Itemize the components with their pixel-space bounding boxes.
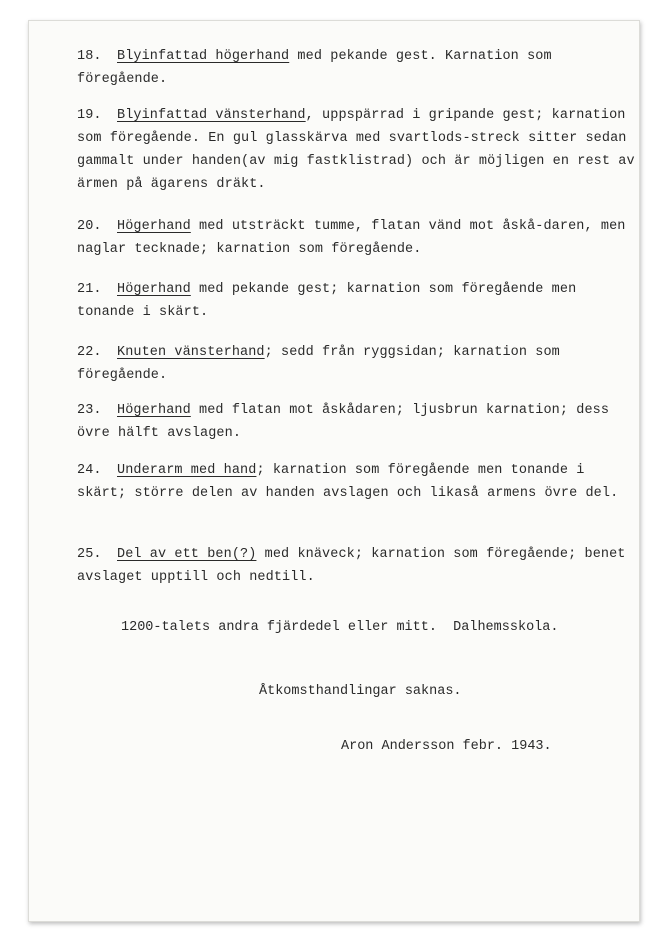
- entry-21: [77, 278, 637, 324]
- entry-term: Underarm med hand: [117, 463, 257, 478]
- entry-text: ; sedd från ryggsidan; karnation som föregående.: [77, 345, 560, 383]
- entry-number: 23.: [77, 403, 102, 418]
- entry-term: Högerhand: [117, 282, 191, 297]
- entry-text: med utsträckt tumme, flatan vänd mot åskå-daren, men naglar tecknade; karnation som föregående.: [77, 219, 626, 257]
- signature-line: Aron Andersson febr. 1943.: [341, 739, 552, 754]
- records-line: Åtkomsthandlingar saknas.: [259, 684, 462, 699]
- entry-term: Blyinfattad högerhand: [117, 49, 290, 64]
- entry-text: ; karnation som föregående men tonande i skärt; större delen av handen avslagen och likaså armens övre del.: [77, 463, 619, 501]
- entry-term: Knuten vänsterhand: [117, 345, 265, 360]
- entry-term: Blyinfattad vänsterhand: [117, 108, 306, 123]
- entry-number: 20.: [77, 219, 102, 234]
- entry-number: 24.: [77, 463, 102, 478]
- entry-24: [77, 459, 637, 505]
- entry-term: Del av ett ben(?): [117, 547, 257, 562]
- entry-number: 18.: [77, 49, 102, 64]
- entry-term: Högerhand: [117, 403, 191, 418]
- entry-18: [77, 45, 637, 91]
- entry-23: [77, 399, 637, 445]
- entry-text: med knäveck; karnation som föregående; benet avslaget upptill och nedtill.: [77, 547, 626, 585]
- entry-term: Högerhand: [117, 219, 191, 234]
- entry-text: med pekande gest; karnation som föregående men tonande i skärt.: [77, 282, 577, 320]
- entry-number: 21.: [77, 282, 102, 297]
- school-text: Dalhemsskola.: [453, 620, 559, 635]
- dating-line: [121, 617, 558, 639]
- entry-22: [77, 341, 637, 387]
- entry-text: med flatan mot åskådaren; ljusbrun karnation; dess övre hälft avslagen.: [77, 403, 610, 441]
- entry-number: 25.: [77, 547, 102, 562]
- entry-number: 19.: [77, 108, 102, 123]
- dating-text: 1200-talets andra fjärdedel eller mitt.: [121, 620, 437, 635]
- entry-text: , uppspärrad i gripande gest; karnation som föregående. En gul glasskärva med svartlods-streck sitter sedan gammalt under handen(av mig fastklistrad) och är möjligen en rest av ärmen på ägarens dräkt.: [77, 108, 635, 192]
- entry-25: [77, 543, 637, 589]
- entry-20: [77, 215, 637, 261]
- entry-text: med pekande gest. Karnation som föregående.: [77, 49, 552, 87]
- document-page: [28, 20, 640, 922]
- entry-number: 22.: [77, 345, 102, 360]
- entry-19: [77, 104, 637, 196]
